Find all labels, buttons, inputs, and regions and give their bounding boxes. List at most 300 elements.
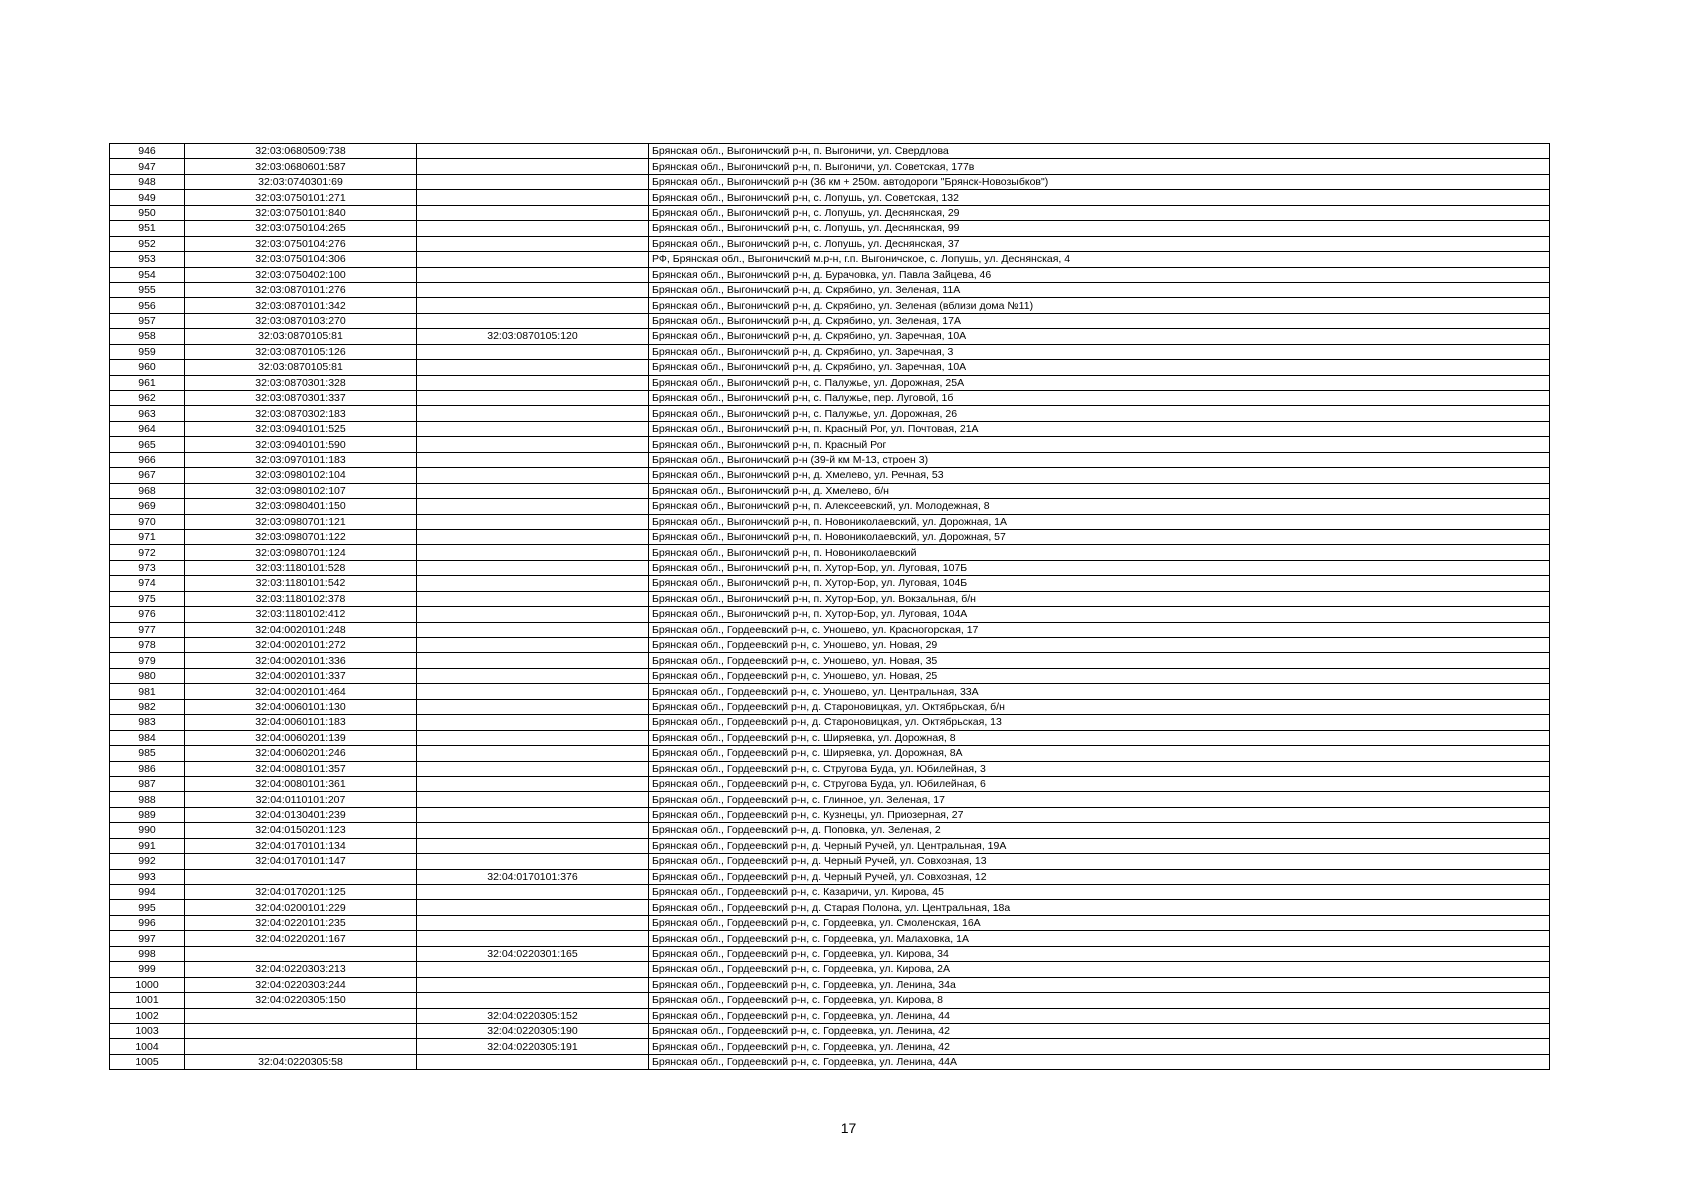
property-table-body: [110, 144, 1550, 1070]
row-number-cell: 953: [110, 252, 185, 267]
address-cell: Брянская обл., Выгоничский р-н, д. Скрябино, ул. Зеленая, 17А: [649, 313, 1550, 328]
building-cadastral-number-cell: 32:04:0220305:190: [417, 1023, 649, 1038]
cadastral-number-cell: 32:04:0220303:213: [185, 962, 417, 977]
address-cell: Брянская обл., Гордеевский р-н, с. Гордеевка, ул. Кирова, 34: [649, 946, 1550, 961]
cadastral-number-cell: [185, 1039, 417, 1054]
row-number-cell: 989: [110, 807, 185, 822]
building-cadastral-number-cell: [417, 313, 649, 328]
address-cell: Брянская обл., Гордеевский р-н, с. Стругова Буда, ул. Юбилейная, 3: [649, 761, 1550, 776]
building-cadastral-number-cell: 32:04:0220301:165: [417, 946, 649, 961]
cadastral-number-cell: 32:03:1180102:378: [185, 591, 417, 606]
row-number-cell: 959: [110, 344, 185, 359]
row-number-cell: 952: [110, 236, 185, 251]
address-cell: Брянская обл., Гордеевский р-н, д. Поповка, ул. Зеленая, 2: [649, 823, 1550, 838]
building-cadastral-number-cell: [417, 236, 649, 251]
table-row: [110, 375, 1550, 390]
row-number-cell: 967: [110, 468, 185, 483]
row-number-cell: 996: [110, 915, 185, 930]
table-row: [110, 622, 1550, 637]
table-row: [110, 421, 1550, 436]
address-cell: Брянская обл., Гордеевский р-н, с. Стругова Буда, ул. Юбилейная, 6: [649, 776, 1550, 791]
table-row: [110, 668, 1550, 683]
table-row: [110, 499, 1550, 514]
building-cadastral-number-cell: [417, 221, 649, 236]
building-cadastral-number-cell: [417, 391, 649, 406]
table-row: [110, 838, 1550, 853]
address-cell: Брянская обл., Выгоничский р-н, с. Лопушь, ул. Деснянская, 37: [649, 236, 1550, 251]
cadastral-number-cell: 32:03:0750402:100: [185, 267, 417, 282]
table-row: [110, 885, 1550, 900]
row-number-cell: 990: [110, 823, 185, 838]
building-cadastral-number-cell: [417, 776, 649, 791]
table-row: [110, 468, 1550, 483]
address-cell: Брянская обл., Выгоничский р-н, п. Хутор-Бор, ул. Луговая, 104А: [649, 607, 1550, 622]
address-cell: Брянская обл., Выгоничский р-н (39-й км М-13, строен 3): [649, 452, 1550, 467]
address-cell: Брянская обл., Выгоничский р-н, п. Новониколаевский, ул. Дорожная, 57: [649, 529, 1550, 544]
address-cell: Брянская обл., Выгоничский р-н, д. Скрябино, ул. Заречная, 10А: [649, 360, 1550, 375]
cadastral-number-cell: 32:03:0870302:183: [185, 406, 417, 421]
table-row: [110, 1054, 1550, 1069]
table-row: [110, 977, 1550, 992]
row-number-cell: 980: [110, 668, 185, 683]
address-cell: Брянская обл., Выгоничский р-н, п. Красный Рог, ул. Почтовая, 21А: [649, 421, 1550, 436]
address-cell: Брянская обл., Выгоничский р-н, д. Скрябино, ул. Заречная, 10А: [649, 329, 1550, 344]
table-row: [110, 715, 1550, 730]
building-cadastral-number-cell: [417, 931, 649, 946]
cadastral-number-cell: 32:03:0750104:306: [185, 252, 417, 267]
table-row: [110, 915, 1550, 930]
row-number-cell: 987: [110, 776, 185, 791]
row-number-cell: 1000: [110, 977, 185, 992]
row-number-cell: 994: [110, 885, 185, 900]
table-row: [110, 437, 1550, 452]
table-row: [110, 159, 1550, 174]
table-row: [110, 267, 1550, 282]
row-number-cell: 973: [110, 560, 185, 575]
table-row: [110, 221, 1550, 236]
address-cell: Брянская обл., Выгоничский р-н, п. Алексеевский, ул. Молодежная, 8: [649, 499, 1550, 514]
cadastral-number-cell: 32:03:0870105:126: [185, 344, 417, 359]
row-number-cell: 986: [110, 761, 185, 776]
cadastral-number-cell: 32:03:1180102:412: [185, 607, 417, 622]
address-cell: Брянская обл., Гордеевский р-н, с. Гордеевка, ул. Ленина, 34а: [649, 977, 1550, 992]
row-number-cell: 964: [110, 421, 185, 436]
table-row: [110, 607, 1550, 622]
address-cell: Брянская обл., Гордеевский р-н, д. Староновицкая, ул. Октябрьская, 13: [649, 715, 1550, 730]
cadastral-number-cell: 32:04:0170101:147: [185, 854, 417, 869]
row-number-cell: 972: [110, 545, 185, 560]
address-cell: Брянская обл., Гордеевский р-н, с. Гордеевка, ул. Ленина, 44: [649, 1008, 1550, 1023]
table-row: [110, 1039, 1550, 1054]
cadastral-number-cell: 32:04:0150201:123: [185, 823, 417, 838]
row-number-cell: 965: [110, 437, 185, 452]
property-table: [109, 143, 1550, 1070]
building-cadastral-number-cell: [417, 545, 649, 560]
cadastral-number-cell: 32:03:0750104:276: [185, 236, 417, 251]
address-cell: Брянская обл., Гордеевский р-н, д. Старая Полона, ул. Центральная, 18а: [649, 900, 1550, 915]
row-number-cell: 950: [110, 205, 185, 220]
cadastral-number-cell: 32:04:0110101:207: [185, 792, 417, 807]
building-cadastral-number-cell: [417, 560, 649, 575]
cadastral-number-cell: 32:04:0220101:235: [185, 915, 417, 930]
table-row: [110, 776, 1550, 791]
building-cadastral-number-cell: [417, 607, 649, 622]
table-row: [110, 514, 1550, 529]
cadastral-number-cell: 32:03:0980401:150: [185, 499, 417, 514]
address-cell: Брянская обл., Выгоничский р-н, п. Хутор-Бор, ул. Вокзальная, б/н: [649, 591, 1550, 606]
cadastral-number-cell: 32:03:0870301:328: [185, 375, 417, 390]
row-number-cell: 1005: [110, 1054, 185, 1069]
building-cadastral-number-cell: [417, 915, 649, 930]
row-number-cell: 1004: [110, 1039, 185, 1054]
cadastral-number-cell: 32:03:0870301:337: [185, 391, 417, 406]
building-cadastral-number-cell: [417, 977, 649, 992]
cadastral-number-cell: 32:04:0130401:239: [185, 807, 417, 822]
row-number-cell: 988: [110, 792, 185, 807]
table-row: [110, 946, 1550, 961]
cadastral-number-cell: 32:04:0020101:337: [185, 668, 417, 683]
address-cell: Брянская обл., Выгоничский р-н, д. Скрябино, ул. Заречная, 3: [649, 344, 1550, 359]
building-cadastral-number-cell: [417, 576, 649, 591]
building-cadastral-number-cell: 32:03:0870105:120: [417, 329, 649, 344]
row-number-cell: 947: [110, 159, 185, 174]
table-row: [110, 190, 1550, 205]
cadastral-number-cell: [185, 1008, 417, 1023]
row-number-cell: 981: [110, 684, 185, 699]
address-cell: Брянская обл., Выгоничский р-н, п. Выгоничи, ул. Свердлова: [649, 144, 1550, 159]
address-cell: Брянская обл., Гордеевский р-н, д. Староновицкая, ул. Октябрьская, б/н: [649, 699, 1550, 714]
table-row: [110, 529, 1550, 544]
address-cell: Брянская обл., Гордеевский р-н, с. Глинное, ул. Зеленая, 17: [649, 792, 1550, 807]
building-cadastral-number-cell: 32:04:0220305:152: [417, 1008, 649, 1023]
building-cadastral-number-cell: [417, 298, 649, 313]
address-cell: Брянская обл., Гордеевский р-н, с. Уношево, ул. Новая, 29: [649, 638, 1550, 653]
address-cell: Брянская обл., Выгоничский р-н, с. Палужье, ул. Дорожная, 26: [649, 406, 1550, 421]
address-cell: Брянская обл., Гордеевский р-н, с. Ширяевка, ул. Дорожная, 8А: [649, 746, 1550, 761]
table-row: [110, 807, 1550, 822]
cadastral-number-cell: 32:03:0980701:121: [185, 514, 417, 529]
address-cell: Брянская обл., Гордеевский р-н, с. Гордеевка, ул. Малаховка, 1А: [649, 931, 1550, 946]
cadastral-number-cell: 32:03:0870103:270: [185, 313, 417, 328]
building-cadastral-number-cell: [417, 344, 649, 359]
cadastral-number-cell: 32:03:0980102:104: [185, 468, 417, 483]
row-number-cell: 954: [110, 267, 185, 282]
address-cell: Брянская обл., Выгоничский р-н, п. Хутор-Бор, ул. Луговая, 107Б: [649, 560, 1550, 575]
table-row: [110, 684, 1550, 699]
building-cadastral-number-cell: [417, 267, 649, 282]
row-number-cell: 979: [110, 653, 185, 668]
building-cadastral-number-cell: [417, 1054, 649, 1069]
building-cadastral-number-cell: [417, 514, 649, 529]
table-row: [110, 252, 1550, 267]
table-row: [110, 452, 1550, 467]
address-cell: РФ, Брянская обл., Выгоничский м.р-н, г.п. Выгоничское, с. Лопушь, ул. Деснянская, 4: [649, 252, 1550, 267]
table-row: [110, 576, 1550, 591]
table-row: [110, 298, 1550, 313]
building-cadastral-number-cell: [417, 591, 649, 606]
row-number-cell: 1001: [110, 993, 185, 1008]
address-cell: Брянская обл., Гордеевский р-н, с. Гордеевка, ул. Ленина, 44А: [649, 1054, 1550, 1069]
address-cell: Брянская обл., Выгоничский р-н, п. Новониколаевский: [649, 545, 1550, 560]
row-number-cell: 985: [110, 746, 185, 761]
cadastral-number-cell: 32:04:0020101:272: [185, 638, 417, 653]
row-number-cell: 946: [110, 144, 185, 159]
building-cadastral-number-cell: [417, 900, 649, 915]
building-cadastral-number-cell: [417, 421, 649, 436]
cadastral-number-cell: 32:04:0220201:167: [185, 931, 417, 946]
row-number-cell: 984: [110, 730, 185, 745]
table-row: [110, 406, 1550, 421]
row-number-cell: 955: [110, 282, 185, 297]
table-row: [110, 1008, 1550, 1023]
row-number-cell: 1002: [110, 1008, 185, 1023]
row-number-cell: 997: [110, 931, 185, 946]
address-cell: Брянская обл., Гордеевский р-н, с. Кузнецы, ул. Приозерная, 27: [649, 807, 1550, 822]
row-number-cell: 969: [110, 499, 185, 514]
row-number-cell: 999: [110, 962, 185, 977]
row-number-cell: 948: [110, 174, 185, 189]
cadastral-number-cell: 32:04:0060201:246: [185, 746, 417, 761]
cadastral-number-cell: 32:03:0970101:183: [185, 452, 417, 467]
cadastral-number-cell: 32:04:0170101:134: [185, 838, 417, 853]
building-cadastral-number-cell: [417, 854, 649, 869]
building-cadastral-number-cell: [417, 993, 649, 1008]
building-cadastral-number-cell: 32:04:0170101:376: [417, 869, 649, 884]
row-number-cell: 995: [110, 900, 185, 915]
row-number-cell: 960: [110, 360, 185, 375]
building-cadastral-number-cell: [417, 468, 649, 483]
cadastral-number-cell: 32:03:0870105:81: [185, 329, 417, 344]
cadastral-number-cell: 32:04:0080101:357: [185, 761, 417, 776]
table-row: [110, 205, 1550, 220]
row-number-cell: 962: [110, 391, 185, 406]
row-number-cell: 991: [110, 838, 185, 853]
address-cell: Брянская обл., Выгоничский р-н, с. Лопушь, ул. Деснянская, 99: [649, 221, 1550, 236]
table-row: [110, 591, 1550, 606]
table-row: [110, 746, 1550, 761]
building-cadastral-number-cell: [417, 730, 649, 745]
cadastral-number-cell: 32:04:0020101:248: [185, 622, 417, 637]
cadastral-number-cell: 32:04:0020101:336: [185, 653, 417, 668]
cadastral-number-cell: 32:03:0870105:81: [185, 360, 417, 375]
building-cadastral-number-cell: [417, 638, 649, 653]
address-cell: Брянская обл., Гордеевский р-н, с. Уношево, ул. Красногорская, 17: [649, 622, 1550, 637]
address-cell: Брянская обл., Выгоничский р-н, с. Палужье, пер. Луговой, 1б: [649, 391, 1550, 406]
cadastral-number-cell: 32:03:0680509:738: [185, 144, 417, 159]
cadastral-number-cell: 32:03:0870101:276: [185, 282, 417, 297]
table-row: [110, 993, 1550, 1008]
cadastral-number-cell: 32:03:0870101:342: [185, 298, 417, 313]
building-cadastral-number-cell: [417, 684, 649, 699]
table-row: [110, 391, 1550, 406]
cadastral-number-cell: 32:04:0060101:130: [185, 699, 417, 714]
building-cadastral-number-cell: [417, 885, 649, 900]
address-cell: Брянская обл., Выгоничский р-н, д. Бурачовка, ул. Павла Зайцева, 46: [649, 267, 1550, 282]
table-row: [110, 931, 1550, 946]
row-number-cell: 971: [110, 529, 185, 544]
address-cell: Брянская обл., Гордеевский р-н, д. Черный Ручей, ул. Центральная, 19А: [649, 838, 1550, 853]
row-number-cell: 957: [110, 313, 185, 328]
table-row: [110, 638, 1550, 653]
row-number-cell: 978: [110, 638, 185, 653]
table-row: [110, 344, 1550, 359]
building-cadastral-number-cell: [417, 190, 649, 205]
building-cadastral-number-cell: [417, 375, 649, 390]
cadastral-number-cell: [185, 1023, 417, 1038]
row-number-cell: 977: [110, 622, 185, 637]
row-number-cell: 992: [110, 854, 185, 869]
building-cadastral-number-cell: [417, 499, 649, 514]
building-cadastral-number-cell: [417, 653, 649, 668]
cadastral-number-cell: 32:03:0740301:69: [185, 174, 417, 189]
address-cell: Брянская обл., Выгоничский р-н, п. Выгоничи, ул. Советская, 177в: [649, 159, 1550, 174]
cadastral-number-cell: 32:03:0750101:840: [185, 205, 417, 220]
table-row: [110, 900, 1550, 915]
table-row: [110, 869, 1550, 884]
address-cell: Брянская обл., Выгоничский р-н, д. Скрябино, ул. Зеленая, 11А: [649, 282, 1550, 297]
row-number-cell: 976: [110, 607, 185, 622]
address-cell: Брянская обл., Выгоничский р-н (36 км + 250м. автодороги "Брянск-Новозыбков"): [649, 174, 1550, 189]
address-cell: Брянская обл., Выгоничский р-н, д. Хмелево, ул. Речная, 53: [649, 468, 1550, 483]
address-cell: Брянская обл., Выгоничский р-н, с. Лопушь, ул. Деснянская, 29: [649, 205, 1550, 220]
table-row: [110, 792, 1550, 807]
building-cadastral-number-cell: [417, 437, 649, 452]
address-cell: Брянская обл., Гордеевский р-н, с. Гордеевка, ул. Смоленская, 16А: [649, 915, 1550, 930]
address-cell: Брянская обл., Выгоничский р-н, с. Палужье, ул. Дорожная, 25А: [649, 375, 1550, 390]
table-row: [110, 730, 1550, 745]
cadastral-number-cell: 32:04:0060101:183: [185, 715, 417, 730]
address-cell: Брянская обл., Выгоничский р-н, д. Скрябино, ул. Зеленая (вблизи дома №11): [649, 298, 1550, 313]
row-number-cell: 951: [110, 221, 185, 236]
address-cell: Брянская обл., Выгоничский р-н, п. Новониколаевский, ул. Дорожная, 1А: [649, 514, 1550, 529]
cadastral-number-cell: 32:04:0220305:150: [185, 993, 417, 1008]
building-cadastral-number-cell: [417, 205, 649, 220]
table-row: [110, 761, 1550, 776]
table-row: [110, 699, 1550, 714]
table-row: [110, 236, 1550, 251]
address-cell: Брянская обл., Выгоничский р-н, п. Хутор-Бор, ул. Луговая, 104Б: [649, 576, 1550, 591]
building-cadastral-number-cell: 32:04:0220305:191: [417, 1039, 649, 1054]
table-row: [110, 823, 1550, 838]
address-cell: Брянская обл., Гордеевский р-н, с. Гордеевка, ул. Ленина, 42: [649, 1023, 1550, 1038]
cadastral-number-cell: [185, 869, 417, 884]
building-cadastral-number-cell: [417, 483, 649, 498]
building-cadastral-number-cell: [417, 174, 649, 189]
table-row: [110, 313, 1550, 328]
cadastral-number-cell: 32:03:0750104:265: [185, 221, 417, 236]
address-cell: Брянская обл., Гордеевский р-н, с. Уношево, ул. Новая, 35: [649, 653, 1550, 668]
table-row: [110, 560, 1550, 575]
building-cadastral-number-cell: [417, 823, 649, 838]
table-row: [110, 174, 1550, 189]
row-number-cell: 958: [110, 329, 185, 344]
cadastral-number-cell: 32:03:0940101:590: [185, 437, 417, 452]
row-number-cell: 963: [110, 406, 185, 421]
building-cadastral-number-cell: [417, 622, 649, 637]
row-number-cell: 998: [110, 946, 185, 961]
row-number-cell: 975: [110, 591, 185, 606]
building-cadastral-number-cell: [417, 699, 649, 714]
address-cell: Брянская обл., Выгоничский р-н, п. Красный Рог: [649, 437, 1550, 452]
table-row: [110, 653, 1550, 668]
address-cell: Брянская обл., Гордеевский р-н, с. Гордеевка, ул. Кирова, 8: [649, 993, 1550, 1008]
building-cadastral-number-cell: [417, 282, 649, 297]
table-row: [110, 360, 1550, 375]
building-cadastral-number-cell: [417, 746, 649, 761]
building-cadastral-number-cell: [417, 529, 649, 544]
address-cell: Брянская обл., Гордеевский р-н, с. Уношево, ул. Центральная, 33А: [649, 684, 1550, 699]
row-number-cell: 993: [110, 869, 185, 884]
row-number-cell: 956: [110, 298, 185, 313]
cadastral-number-cell: 32:04:0020101:464: [185, 684, 417, 699]
building-cadastral-number-cell: [417, 668, 649, 683]
address-cell: Брянская обл., Гордеевский р-н, д. Черный Ручей, ул. Совхозная, 12: [649, 869, 1550, 884]
table-row: [110, 854, 1550, 869]
building-cadastral-number-cell: [417, 159, 649, 174]
building-cadastral-number-cell: [417, 252, 649, 267]
address-cell: Брянская обл., Гордеевский р-н, с. Гордеевка, ул. Кирова, 2А: [649, 962, 1550, 977]
building-cadastral-number-cell: [417, 452, 649, 467]
cadastral-number-cell: 32:03:0680601:587: [185, 159, 417, 174]
cadastral-number-cell: 32:03:1180101:528: [185, 560, 417, 575]
building-cadastral-number-cell: [417, 360, 649, 375]
cadastral-number-cell: 32:04:0080101:361: [185, 776, 417, 791]
building-cadastral-number-cell: [417, 807, 649, 822]
cadastral-number-cell: 32:04:0060201:139: [185, 730, 417, 745]
building-cadastral-number-cell: [417, 406, 649, 421]
row-number-cell: 949: [110, 190, 185, 205]
cadastral-number-cell: 32:04:0170201:125: [185, 885, 417, 900]
address-cell: Брянская обл., Гордеевский р-н, с. Уношево, ул. Новая, 25: [649, 668, 1550, 683]
address-cell: Брянская обл., Гордеевский р-н, д. Черный Ручей, ул. Совхозная, 13: [649, 854, 1550, 869]
cadastral-number-cell: 32:03:0980102:107: [185, 483, 417, 498]
row-number-cell: 961: [110, 375, 185, 390]
row-number-cell: 982: [110, 699, 185, 714]
table-row: [110, 282, 1550, 297]
row-number-cell: 1003: [110, 1023, 185, 1038]
cadastral-number-cell: 32:04:0220305:58: [185, 1054, 417, 1069]
cadastral-number-cell: 32:03:0940101:525: [185, 421, 417, 436]
row-number-cell: 970: [110, 514, 185, 529]
table-row: [110, 329, 1550, 344]
building-cadastral-number-cell: [417, 144, 649, 159]
building-cadastral-number-cell: [417, 962, 649, 977]
cadastral-number-cell: 32:04:0200101:229: [185, 900, 417, 915]
cadastral-number-cell: 32:04:0220303:244: [185, 977, 417, 992]
address-cell: Брянская обл., Выгоничский р-н, д. Хмелево, б/н: [649, 483, 1550, 498]
cadastral-number-cell: 32:03:0980701:124: [185, 545, 417, 560]
cadastral-number-cell: 32:03:0750101:271: [185, 190, 417, 205]
row-number-cell: 968: [110, 483, 185, 498]
table-row: [110, 962, 1550, 977]
cadastral-number-cell: 32:03:0980701:122: [185, 529, 417, 544]
table-row: [110, 1023, 1550, 1038]
building-cadastral-number-cell: [417, 761, 649, 776]
table-row: [110, 545, 1550, 560]
table-row: [110, 483, 1550, 498]
row-number-cell: 983: [110, 715, 185, 730]
row-number-cell: 966: [110, 452, 185, 467]
building-cadastral-number-cell: [417, 838, 649, 853]
cadastral-number-cell: 32:03:1180101:542: [185, 576, 417, 591]
address-cell: Брянская обл., Гордеевский р-н, с. Казаричи, ул. Кирова, 45: [649, 885, 1550, 900]
address-cell: Брянская обл., Гордеевский р-н, с. Гордеевка, ул. Ленина, 42: [649, 1039, 1550, 1054]
building-cadastral-number-cell: [417, 792, 649, 807]
table-row: [110, 144, 1550, 159]
cadastral-number-cell: [185, 946, 417, 961]
page-number: 17: [840, 1120, 857, 1136]
row-number-cell: 974: [110, 576, 185, 591]
